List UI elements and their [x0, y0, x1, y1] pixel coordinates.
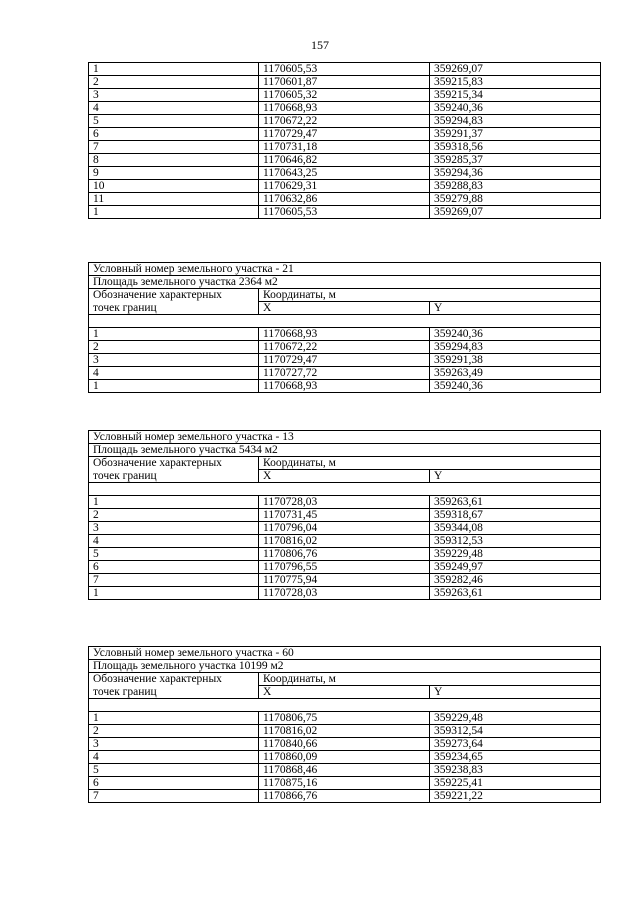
point-number-cell: 6 [89, 561, 259, 574]
y-coordinate-cell: 359318,67 [430, 509, 601, 522]
table-row [89, 738, 601, 751]
point-number-cell: 9 [89, 167, 259, 180]
table-row [89, 535, 601, 548]
y-coordinate-cell: 359238,83 [430, 764, 601, 777]
point-number-cell: 5 [89, 115, 259, 128]
point-number-cell: 7 [89, 790, 259, 803]
y-coordinate-cell: 359229,48 [430, 712, 601, 725]
y-coordinate-cell: 359263,61 [430, 496, 601, 509]
y-coordinate-cell: 359215,83 [430, 76, 601, 89]
point-number-cell: 1 [89, 328, 259, 341]
table-row [89, 167, 601, 180]
y-coordinate-cell: 359288,83 [430, 180, 601, 193]
y-coordinate-cell: 359229,48 [430, 548, 601, 561]
table-row [89, 790, 601, 803]
point-number-cell: 4 [89, 367, 259, 380]
y-coordinate-cell: 359318,56 [430, 141, 601, 154]
y-coordinate-cell: 359291,38 [430, 354, 601, 367]
x-coordinate-cell: 1170668,93 [259, 102, 430, 115]
table-row [89, 548, 601, 561]
point-number-cell: 1 [89, 63, 259, 76]
y-coordinate-cell: 359240,36 [430, 102, 601, 115]
blank-row [89, 315, 601, 328]
point-number-cell: 8 [89, 154, 259, 167]
point-number-cell: 7 [89, 574, 259, 587]
table-row [89, 764, 601, 777]
x-coordinate-cell: 1170605,53 [259, 63, 430, 76]
x-header: X [259, 686, 430, 699]
table-row [89, 574, 601, 587]
blank-row [89, 699, 601, 712]
table-row [89, 380, 601, 393]
x-coordinate-cell: 1170731,18 [259, 141, 430, 154]
table-row [89, 509, 601, 522]
table-row [89, 141, 601, 154]
points-header-line2: точек границ [89, 302, 259, 315]
y-coordinate-cell: 359221,22 [430, 790, 601, 803]
table-row [89, 193, 601, 206]
y-coordinate-cell: 359294,83 [430, 115, 601, 128]
table-row [89, 561, 601, 574]
x-coordinate-cell: 1170729,47 [259, 128, 430, 141]
table-row [89, 206, 601, 219]
point-number-cell: 10 [89, 180, 259, 193]
y-coordinate-cell: 359234,65 [430, 751, 601, 764]
coordinates-table-continued [88, 62, 601, 219]
table-row [89, 354, 601, 367]
x-coordinate-cell: 1170643,25 [259, 167, 430, 180]
table-row [89, 522, 601, 535]
coords-header: Координаты, м [259, 673, 601, 686]
parcel-area: Площадь земельного участка 5434 м2 [89, 444, 601, 457]
table-row [89, 89, 601, 102]
table-row [89, 63, 601, 76]
table-row [89, 115, 601, 128]
x-coordinate-cell: 1170727,72 [259, 367, 430, 380]
point-number-cell: 1 [89, 587, 259, 600]
points-header-line2: точек границ [89, 686, 259, 699]
table-row [89, 328, 601, 341]
parcel-title: Условный номер земельного участка - 21 [89, 263, 601, 276]
table-row [89, 587, 601, 600]
y-header: Y [430, 302, 601, 315]
blank-row [89, 483, 601, 496]
table-row [89, 777, 601, 790]
table-row [89, 180, 601, 193]
point-number-cell: 2 [89, 341, 259, 354]
points-header: Обозначение характерных [89, 289, 259, 302]
y-coordinate-cell: 359269,07 [430, 63, 601, 76]
parcel-title: Условный номер земельного участка - 13 [89, 431, 601, 444]
x-coordinate-cell: 1170806,75 [259, 712, 430, 725]
point-number-cell: 1 [89, 206, 259, 219]
parcel-table-13 [88, 430, 601, 600]
y-coordinate-cell: 359263,49 [430, 367, 601, 380]
y-coordinate-cell: 359240,36 [430, 380, 601, 393]
point-number-cell: 5 [89, 548, 259, 561]
page-number: 157 [311, 38, 329, 52]
x-coordinate-cell: 1170632,86 [259, 193, 430, 206]
coords-header: Координаты, м [259, 289, 601, 302]
y-coordinate-cell: 359249,97 [430, 561, 601, 574]
y-coordinate-cell: 359294,83 [430, 341, 601, 354]
y-coordinate-cell: 359294,36 [430, 167, 601, 180]
table-row [89, 496, 601, 509]
point-number-cell: 2 [89, 76, 259, 89]
table-row [89, 102, 601, 115]
parcel-table-60 [88, 646, 601, 803]
y-coordinate-cell: 359279,88 [430, 193, 601, 206]
y-header: Y [430, 470, 601, 483]
x-coordinate-cell: 1170806,76 [259, 548, 430, 561]
point-number-cell: 4 [89, 751, 259, 764]
table-row [89, 154, 601, 167]
x-coordinate-cell: 1170605,32 [259, 89, 430, 102]
point-number-cell: 1 [89, 380, 259, 393]
point-number-cell: 3 [89, 354, 259, 367]
x-coordinate-cell: 1170816,02 [259, 725, 430, 738]
y-coordinate-cell: 359312,54 [430, 725, 601, 738]
y-coordinate-cell: 359215,34 [430, 89, 601, 102]
x-coordinate-cell: 1170868,46 [259, 764, 430, 777]
x-coordinate-cell: 1170866,76 [259, 790, 430, 803]
x-coordinate-cell: 1170860,09 [259, 751, 430, 764]
parcel-area: Площадь земельного участка 10199 м2 [89, 660, 601, 673]
x-coordinate-cell: 1170646,82 [259, 154, 430, 167]
x-header: X [259, 302, 430, 315]
x-coordinate-cell: 1170775,94 [259, 574, 430, 587]
points-header: Обозначение характерных [89, 673, 259, 686]
point-number-cell: 7 [89, 141, 259, 154]
point-number-cell: 2 [89, 509, 259, 522]
y-coordinate-cell: 359344,08 [430, 522, 601, 535]
x-coordinate-cell: 1170668,93 [259, 328, 430, 341]
table-row [89, 712, 601, 725]
y-header: Y [430, 686, 601, 699]
parcel-table-21 [88, 262, 601, 393]
y-coordinate-cell: 359225,41 [430, 777, 601, 790]
point-number-cell: 3 [89, 738, 259, 751]
x-coordinate-cell: 1170629,31 [259, 180, 430, 193]
parcel-title: Условный номер земельного участка - 60 [89, 647, 601, 660]
y-coordinate-cell: 359269,07 [430, 206, 601, 219]
x-coordinate-cell: 1170672,22 [259, 341, 430, 354]
table-row [89, 367, 601, 380]
table-row [89, 341, 601, 354]
table-row [89, 128, 601, 141]
point-number-cell: 1 [89, 496, 259, 509]
x-coordinate-cell: 1170605,53 [259, 206, 430, 219]
point-number-cell: 2 [89, 725, 259, 738]
x-coordinate-cell: 1170728,03 [259, 496, 430, 509]
point-number-cell: 3 [89, 89, 259, 102]
y-coordinate-cell: 359240,36 [430, 328, 601, 341]
y-coordinate-cell: 359282,46 [430, 574, 601, 587]
point-number-cell: 4 [89, 102, 259, 115]
y-coordinate-cell: 359312,53 [430, 535, 601, 548]
x-coordinate-cell: 1170672,22 [259, 115, 430, 128]
point-number-cell: 1 [89, 712, 259, 725]
x-coordinate-cell: 1170601,87 [259, 76, 430, 89]
points-header-line2: точек границ [89, 470, 259, 483]
y-coordinate-cell: 359263,61 [430, 587, 601, 600]
parcel-area: Площадь земельного участка 2364 м2 [89, 276, 601, 289]
y-coordinate-cell: 359273,64 [430, 738, 601, 751]
table-row [89, 76, 601, 89]
x-coordinate-cell: 1170729,47 [259, 354, 430, 367]
point-number-cell: 11 [89, 193, 259, 206]
x-coordinate-cell: 1170796,04 [259, 522, 430, 535]
x-coordinate-cell: 1170731,45 [259, 509, 430, 522]
table-row [89, 751, 601, 764]
x-header: X [259, 470, 430, 483]
y-coordinate-cell: 359291,37 [430, 128, 601, 141]
y-coordinate-cell: 359285,37 [430, 154, 601, 167]
x-coordinate-cell: 1170875,16 [259, 777, 430, 790]
coords-header: Координаты, м [259, 457, 601, 470]
point-number-cell: 6 [89, 128, 259, 141]
x-coordinate-cell: 1170796,55 [259, 561, 430, 574]
point-number-cell: 4 [89, 535, 259, 548]
point-number-cell: 5 [89, 764, 259, 777]
x-coordinate-cell: 1170816,02 [259, 535, 430, 548]
table-row [89, 725, 601, 738]
point-number-cell: 6 [89, 777, 259, 790]
point-number-cell: 3 [89, 522, 259, 535]
points-header: Обозначение характерных [89, 457, 259, 470]
x-coordinate-cell: 1170840,66 [259, 738, 430, 751]
x-coordinate-cell: 1170728,03 [259, 587, 430, 600]
x-coordinate-cell: 1170668,93 [259, 380, 430, 393]
